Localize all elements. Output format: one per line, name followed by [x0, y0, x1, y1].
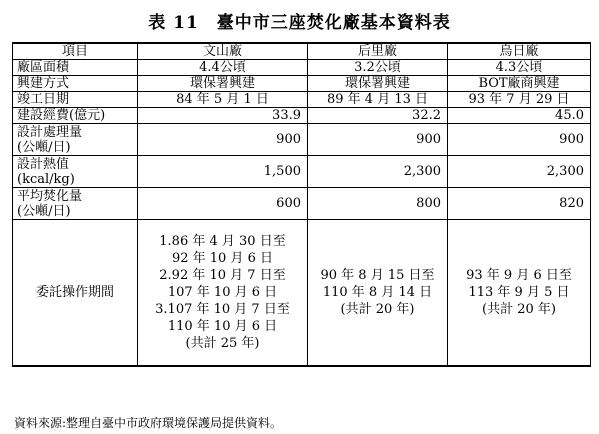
contract-line: (共計 20 年)	[340, 301, 415, 317]
cell: 820	[448, 188, 591, 220]
table-row	[13, 124, 591, 156]
contract-line: 93 年 9 月 6 日至	[466, 267, 572, 283]
cell: 3.2公頃	[308, 60, 448, 76]
contract-line: (共計 20 年)	[482, 301, 556, 317]
cell: 89 年 4 月 13 日	[308, 92, 448, 108]
cell: 600	[138, 188, 308, 220]
table-row	[13, 92, 591, 108]
cell: 84 年 5 月 1 日	[138, 92, 308, 108]
row-label-line2: (公噸/日)	[17, 139, 71, 155]
table-row	[13, 156, 591, 188]
header-item: 項目	[13, 43, 138, 60]
cell: 900	[448, 124, 591, 156]
table-row	[13, 60, 591, 76]
row-label: 興建方式	[13, 76, 138, 92]
table-row-contract	[13, 220, 591, 366]
cell: 環保署興建	[308, 76, 448, 92]
row-label: 建設經費(億元)	[13, 108, 138, 124]
row-label: 竣工日期	[13, 92, 138, 108]
table-row	[13, 108, 591, 124]
table-row	[13, 188, 591, 220]
cell-wuri-contract	[448, 220, 591, 366]
header-wuri: 烏日廠	[448, 43, 591, 60]
contract-line: 92 年 10 月 6 日	[171, 250, 274, 266]
cell: 900	[138, 124, 308, 156]
cell-wenshan-contract	[138, 220, 308, 366]
row-label: 委託操作期間	[13, 220, 138, 366]
contract-line: (共計 25 年)	[185, 335, 260, 351]
row-label	[13, 188, 138, 220]
cell: 4.4公頃	[138, 60, 308, 76]
row-label-line1: 平均焚化量	[17, 188, 83, 204]
header-wenshan: 文山廠	[138, 43, 308, 60]
cell: 2,300	[448, 156, 591, 188]
incinerator-table	[12, 42, 591, 367]
table-row	[13, 76, 591, 92]
row-label	[13, 124, 138, 156]
header-row	[13, 43, 591, 60]
contract-line: 3.107 年 10 月 7 日至	[155, 301, 290, 317]
cell: BOT廠商興建	[448, 76, 591, 92]
row-label-line1: 設計熱值	[17, 156, 70, 172]
header-houli: 后里廠	[308, 43, 448, 60]
contract-line: 113 年 9 月 5 日	[468, 284, 570, 300]
cell: 4.3公頃	[448, 60, 591, 76]
cell: 45.0	[448, 108, 591, 124]
row-label-line2: (公噸/日)	[17, 203, 71, 219]
cell: 2,300	[308, 156, 448, 188]
contract-line: 90 年 8 月 15 日至	[320, 267, 435, 283]
cell: 環保署興建	[138, 76, 308, 92]
table-title: 表 11 臺中市三座焚化廠基本資料表	[148, 13, 451, 33]
contract-line: 110 年 10 月 6 日	[167, 318, 278, 334]
contract-line: 110 年 8 月 14 日	[322, 284, 433, 300]
row-label	[13, 156, 138, 188]
cell: 33.9	[138, 108, 308, 124]
cell-houli-contract	[308, 220, 448, 366]
cell: 1,500	[138, 156, 308, 188]
row-label-line2: (kcal/kg)	[17, 171, 75, 187]
row-label: 廠區面積	[13, 60, 138, 76]
cell: 900	[308, 124, 448, 156]
cell: 32.2	[308, 108, 448, 124]
source-note: 資料來源:整理自臺中市政府環境保護局提供資料。	[14, 416, 283, 430]
row-label-line1: 設計處理量	[17, 124, 83, 140]
contract-line: 2.92 年 10 月 7 日至	[159, 267, 286, 283]
cell: 93 年 7 月 29 日	[448, 92, 591, 108]
contract-line: 107 年 10 月 6 日	[167, 284, 278, 300]
cell: 800	[308, 188, 448, 220]
contract-line: 1.86 年 4 月 30 日至	[159, 233, 286, 249]
